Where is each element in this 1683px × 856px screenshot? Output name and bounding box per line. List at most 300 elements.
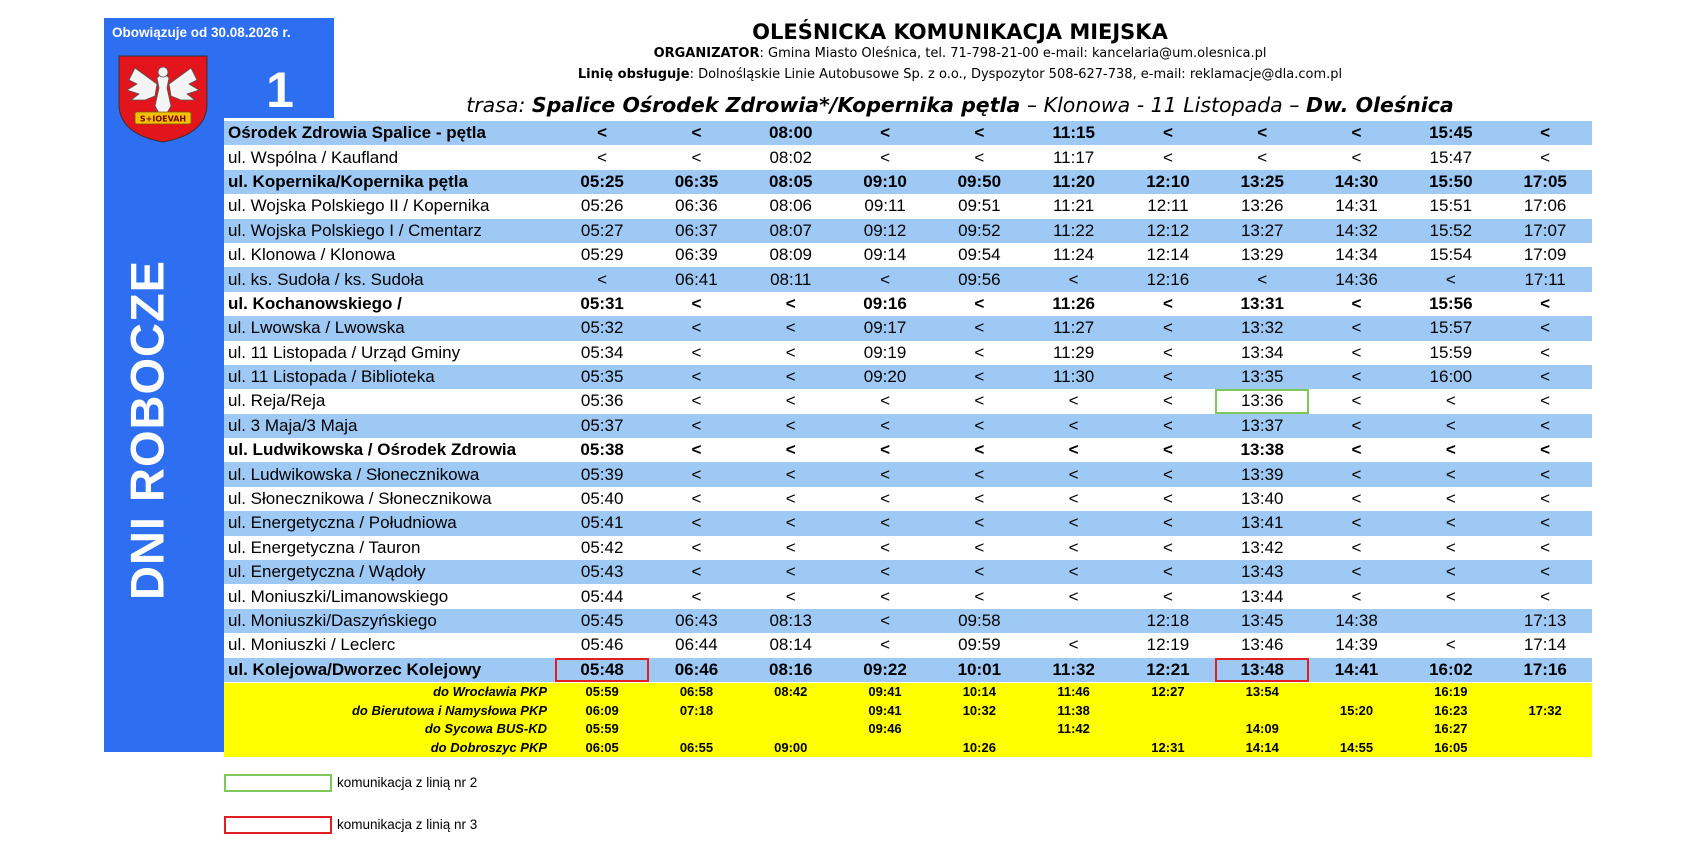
departure-time: 08:00 <box>744 121 838 145</box>
timetable-row <box>224 560 1592 584</box>
departure-time: < <box>1026 536 1120 560</box>
departure-time: 09:54 <box>932 243 1026 267</box>
departure-time: < <box>838 560 932 584</box>
stop-name: ul. Energetyczna / Południowa <box>224 511 555 535</box>
departure-time: < <box>1309 316 1403 340</box>
connection-time: 06:58 <box>679 684 714 700</box>
departure-time: 17:06 <box>1498 194 1592 218</box>
departure-time: 13:42 <box>1215 536 1309 560</box>
departure-time: < <box>1026 414 1120 438</box>
route-prefix: trasa: <box>466 93 532 117</box>
connection-time: 09:00 <box>774 739 808 755</box>
timetable-row <box>224 658 1592 682</box>
departure-time: < <box>1404 414 1498 438</box>
connection-time <box>1026 739 1120 758</box>
departure-time: < <box>1215 145 1309 169</box>
departure-time: < <box>1498 316 1592 340</box>
departure-time: < <box>649 462 743 486</box>
departure-time: < <box>932 341 1026 365</box>
timetable-row <box>224 341 1592 365</box>
route-line <box>430 93 1490 117</box>
departure-time: 15:57 <box>1404 316 1498 340</box>
departure-time: < <box>1026 438 1120 462</box>
stop-name: Ośrodek Zdrowia Spalice - pętla <box>224 121 555 145</box>
connection-time: 16:27 <box>1434 721 1468 737</box>
departure-time: < <box>1309 292 1403 316</box>
organizer-text: : Gmina Miasto Oleśnica, tel. 71-798-21-00 e-mail: kancelaria@um.olesnica.pl <box>759 46 1267 61</box>
legend-green-swatch <box>224 774 332 792</box>
stop-name: ul. Moniuszki/Daszyńskiego <box>224 609 555 633</box>
departure-time: 05:38 <box>555 438 649 462</box>
stop-name: ul. Wspólna / Kaufland <box>224 145 555 169</box>
departure-time: < <box>1309 584 1403 608</box>
departure-time: < <box>1498 121 1592 145</box>
connection-time <box>1498 683 1592 702</box>
departure-time: 08:02 <box>744 145 838 169</box>
connection-time: 10:14 <box>962 684 996 700</box>
departure-time: < <box>1121 511 1215 535</box>
timetable-row <box>224 584 1592 608</box>
legend-red-swatch <box>224 816 332 834</box>
departure-time: 17:14 <box>1498 633 1592 657</box>
departure-time: < <box>744 389 838 413</box>
departure-time: < <box>1026 584 1120 608</box>
day-type-text: DNI ROBOCZE <box>120 260 174 600</box>
connection-time: 14:14 <box>1245 739 1279 755</box>
connection-time: 09:41 <box>868 702 902 718</box>
departure-time: 17:07 <box>1498 219 1592 243</box>
legend-green-label: komunikacja z linią nr 2 <box>337 775 478 790</box>
departure-time: 09:17 <box>838 316 932 340</box>
departure-time: 05:40 <box>555 487 649 511</box>
departure-time: < <box>1404 389 1498 413</box>
connection-time: 11:38 <box>1057 702 1090 718</box>
departure-time: < <box>1026 511 1120 535</box>
departure-time: < <box>1215 267 1309 291</box>
departure-time: < <box>744 414 838 438</box>
departure-time: < <box>838 584 932 608</box>
stop-name: ul. Kolejowa/Dworzec Kolejowy <box>224 658 555 682</box>
timetable-row <box>224 267 1592 291</box>
departure-time: < <box>649 365 743 389</box>
departure-time: < <box>838 438 932 462</box>
departure-time: < <box>838 609 932 633</box>
departure-time: 09:50 <box>932 170 1026 194</box>
departure-time: < <box>1404 584 1498 608</box>
departure-time: < <box>1121 341 1215 365</box>
departure-time: 14:39 <box>1309 633 1403 657</box>
departure-time: 05:29 <box>555 243 649 267</box>
departure-time: 11:24 <box>1026 243 1120 267</box>
departure-time: 12:14 <box>1121 243 1215 267</box>
departure-time: < <box>649 414 743 438</box>
departure-time: 09:51 <box>932 194 1026 218</box>
departure-time: < <box>932 414 1026 438</box>
departure-time: < <box>744 560 838 584</box>
departure-time: < <box>838 145 932 169</box>
departure-time: 11:30 <box>1026 365 1120 389</box>
departure-time: < <box>932 462 1026 486</box>
departure-time: 11:32 <box>1026 658 1120 682</box>
departure-time: < <box>744 438 838 462</box>
connection-time: 06:55 <box>679 739 714 755</box>
departure-time: < <box>838 267 932 291</box>
departure-time: < <box>555 145 649 169</box>
connection-row <box>224 702 1592 721</box>
departure-time: 14:41 <box>1309 658 1403 682</box>
departure-time: 11:15 <box>1026 121 1120 145</box>
connection-time: 16:05 <box>1434 739 1468 755</box>
departure-time: < <box>1121 389 1215 413</box>
departure-time: 17:13 <box>1498 609 1592 633</box>
stop-name: ul. Lwowska / Lwowska <box>224 316 555 340</box>
departure-time: < <box>649 292 743 316</box>
departure-time: 12:21 <box>1121 658 1215 682</box>
stop-name: ul. 11 Listopada / Biblioteka <box>224 365 555 389</box>
departure-time: < <box>1498 462 1592 486</box>
connection-destination: do Dobroszyc PKP <box>430 739 547 755</box>
connection-time <box>1498 720 1592 739</box>
departure-time: < <box>932 560 1026 584</box>
connection-time: 06:05 <box>585 739 619 755</box>
connection-time <box>1309 720 1403 739</box>
departure-time: 05:35 <box>555 365 649 389</box>
departure-time: < <box>1498 584 1592 608</box>
connection-time <box>838 739 932 758</box>
departure-time: 05:25 <box>555 170 649 194</box>
departure-time: 06:39 <box>649 243 743 267</box>
departure-time: < <box>649 487 743 511</box>
connection-time <box>744 720 838 739</box>
departure-time: < <box>1121 536 1215 560</box>
svg-text:S+IOEVAH: S+IOEVAH <box>139 114 187 124</box>
departure-time: < <box>932 536 1026 560</box>
timetable-row <box>224 145 1592 169</box>
departure-time <box>1404 609 1498 633</box>
departure-time: 11:29 <box>1026 341 1120 365</box>
departure-time: 06:37 <box>649 219 743 243</box>
stop-name: ul. ks. Sudoła / ks. Sudoła <box>224 267 555 291</box>
stop-name: ul. Energetyczna / Wądoły <box>224 560 555 584</box>
departure-time: < <box>1026 462 1120 486</box>
departure-time: 05:37 <box>555 414 649 438</box>
departure-time: 13:36 <box>1215 389 1309 413</box>
connection-destination: do Wrocławia PKP <box>433 684 547 700</box>
departure-time: < <box>1026 487 1120 511</box>
departure-time: 05:26 <box>555 194 649 218</box>
departure-time: < <box>1026 560 1120 584</box>
stop-name: ul. Wojska Polskiego I / Cmentarz <box>224 219 555 243</box>
departure-time: < <box>1309 536 1403 560</box>
timetable-row <box>224 243 1592 267</box>
route-start: Spalice Ośrodek Zdrowia*/Kopernika pętla <box>531 93 1021 117</box>
departure-time: 06:35 <box>649 170 743 194</box>
connection-time <box>1215 702 1309 721</box>
connection-time <box>649 720 743 739</box>
departure-time: 05:34 <box>555 341 649 365</box>
departure-time: < <box>1498 145 1592 169</box>
departure-time: 16:02 <box>1404 658 1498 682</box>
departure-time: 09:19 <box>838 341 932 365</box>
connection-destination: do Bierutowa i Namysłowa PKP <box>351 702 547 718</box>
valid-from-label: Obowiązuje od 30.08.2026 r. <box>112 25 291 40</box>
departure-time: 17:16 <box>1498 658 1592 682</box>
departure-time: < <box>744 292 838 316</box>
departure-time: < <box>932 365 1026 389</box>
departure-time: < <box>932 389 1026 413</box>
connection-time: 16:19 <box>1434 684 1468 700</box>
departure-time: 15:51 <box>1404 194 1498 218</box>
departure-time: 13:40 <box>1215 487 1309 511</box>
departure-time: < <box>1404 633 1498 657</box>
departure-time: < <box>1404 511 1498 535</box>
route-middle: – Klonowa - 11 Listopada – <box>1020 93 1307 117</box>
departure-time: 13:29 <box>1215 243 1309 267</box>
departure-time: 13:43 <box>1215 560 1309 584</box>
timetable-row <box>224 365 1592 389</box>
departure-time: < <box>1498 292 1592 316</box>
departure-time: 14:31 <box>1309 194 1403 218</box>
timetable-row <box>224 219 1592 243</box>
departure-time: < <box>1026 633 1120 657</box>
timetable <box>224 121 1592 682</box>
departure-time: 14:30 <box>1309 170 1403 194</box>
departure-time: 13:44 <box>1215 584 1309 608</box>
departure-time: 13:46 <box>1215 633 1309 657</box>
timetable-row <box>224 292 1592 316</box>
timetable-row <box>224 121 1592 145</box>
page-title: OLEŚNICKA KOMUNIKACJA MIEJSKA <box>752 20 1168 44</box>
departure-time: 05:44 <box>555 584 649 608</box>
departure-time: < <box>1309 341 1403 365</box>
departure-time: < <box>932 584 1026 608</box>
stop-name: ul. Wojska Polskiego II / Kopernika <box>224 194 555 218</box>
departure-time: < <box>1498 389 1592 413</box>
stop-name: ul. Ludwikowska / Słonecznikowa <box>224 462 555 486</box>
departure-time: < <box>1309 414 1403 438</box>
departure-time: 09:10 <box>838 170 932 194</box>
departure-time: 15:52 <box>1404 219 1498 243</box>
timetable-row <box>224 487 1592 511</box>
connection-time: 10:26 <box>962 739 996 755</box>
departure-time: < <box>1026 267 1120 291</box>
connection-time: 11:42 <box>1057 721 1090 737</box>
departure-time: < <box>1498 487 1592 511</box>
departure-time: < <box>1498 560 1592 584</box>
departure-time: < <box>1404 462 1498 486</box>
departure-time: < <box>649 341 743 365</box>
departure-time: 06:36 <box>649 194 743 218</box>
departure-time: 12:19 <box>1121 633 1215 657</box>
departure-time: < <box>744 462 838 486</box>
departure-time: 12:16 <box>1121 267 1215 291</box>
departure-time: 09:58 <box>932 609 1026 633</box>
departure-time: < <box>744 536 838 560</box>
timetable-row <box>224 170 1592 194</box>
departure-time: 08:11 <box>744 267 838 291</box>
departure-time: < <box>649 584 743 608</box>
departure-time: 17:05 <box>1498 170 1592 194</box>
departure-time: < <box>649 389 743 413</box>
stop-name: ul. Moniuszki / Leclerc <box>224 633 555 657</box>
departure-time: < <box>744 487 838 511</box>
departure-time: < <box>932 316 1026 340</box>
departure-time: < <box>649 536 743 560</box>
departure-time: 13:34 <box>1215 341 1309 365</box>
departure-time: < <box>1215 121 1309 145</box>
stop-name: ul. Kopernika/Kopernika pętla <box>224 170 555 194</box>
departure-time: 08:16 <box>744 658 838 682</box>
connection-time: 16:23 <box>1434 702 1468 718</box>
departure-time: 08:06 <box>744 194 838 218</box>
departure-time: < <box>1026 389 1120 413</box>
connection-time: 05:59 <box>585 684 619 700</box>
day-type-label <box>112 240 182 620</box>
stop-name: ul. Reja/Reja <box>224 389 555 413</box>
connection-time: 17:32 <box>1528 702 1562 718</box>
departure-time: 05:32 <box>555 316 649 340</box>
departure-time: < <box>1404 487 1498 511</box>
departure-time: 15:47 <box>1404 145 1498 169</box>
departure-time: < <box>1309 145 1403 169</box>
departure-time: < <box>1121 487 1215 511</box>
connection-row <box>224 683 1592 702</box>
connection-time: 12:27 <box>1151 684 1185 700</box>
departure-time: < <box>744 341 838 365</box>
departure-time: < <box>1121 584 1215 608</box>
departure-time: 13:38 <box>1215 438 1309 462</box>
departure-time: < <box>932 511 1026 535</box>
departure-time: < <box>1309 487 1403 511</box>
departure-time: < <box>1121 560 1215 584</box>
departure-time: < <box>1404 267 1498 291</box>
departure-time: 15:45 <box>1404 121 1498 145</box>
departure-time: < <box>744 511 838 535</box>
departure-time: 09:52 <box>932 219 1026 243</box>
departure-time: 12:10 <box>1121 170 1215 194</box>
departure-time: 14:32 <box>1309 219 1403 243</box>
connection-time: 07:18 <box>679 702 714 718</box>
departure-time: 09:22 <box>838 658 932 682</box>
organizer-label: ORGANIZATOR <box>653 46 760 61</box>
departure-time: 10:01 <box>932 658 1026 682</box>
departure-time: 09:14 <box>838 243 932 267</box>
operator-label: Linię obsługuje <box>577 67 690 82</box>
departure-time: 17:09 <box>1498 243 1592 267</box>
departure-time: 11:20 <box>1026 170 1120 194</box>
connection-destination: do Sycowa BUS-KD <box>424 721 547 737</box>
departure-time: < <box>649 145 743 169</box>
departure-time: 13:37 <box>1215 414 1309 438</box>
departure-time: 15:54 <box>1404 243 1498 267</box>
departure-time: 05:27 <box>555 219 649 243</box>
stop-name: ul. Kochanowskiego / <box>224 292 555 316</box>
timetable-row <box>224 194 1592 218</box>
departure-time: < <box>1498 511 1592 535</box>
departure-time: < <box>555 121 649 145</box>
timetable-row <box>224 609 1592 633</box>
departure-time <box>1026 609 1120 633</box>
departure-time: 15:50 <box>1404 170 1498 194</box>
departure-time: 12:12 <box>1121 219 1215 243</box>
departure-time: 05:41 <box>555 511 649 535</box>
departure-time: 05:43 <box>555 560 649 584</box>
connection-time: 14:55 <box>1339 739 1374 755</box>
departure-time: 13:48 <box>1215 658 1309 682</box>
operator-text: : Dolnośląskie Linie Autobusowe Sp. z o.o., Dyspozytor 508-627-738, e-mail: reklamacje@dla.com.pl <box>689 67 1343 82</box>
connection-time <box>744 702 838 721</box>
departure-time: < <box>1309 560 1403 584</box>
stop-name: ul. Klonowa / Klonowa <box>224 243 555 267</box>
timetable-row <box>224 462 1592 486</box>
departure-time: < <box>1121 292 1215 316</box>
connection-time: 13:54 <box>1245 684 1279 700</box>
departure-time: < <box>744 365 838 389</box>
departure-time: < <box>1121 365 1215 389</box>
departure-time: 11:17 <box>1026 145 1120 169</box>
departure-time: 13:31 <box>1215 292 1309 316</box>
departure-time: < <box>1309 438 1403 462</box>
departure-time: < <box>1404 438 1498 462</box>
connection-time <box>932 720 1026 739</box>
departure-time: 05:48 <box>555 658 649 682</box>
line-number: 1 <box>266 62 294 118</box>
departure-time: 08:07 <box>744 219 838 243</box>
connection-time: 12:31 <box>1151 739 1185 755</box>
departure-time: 13:35 <box>1215 365 1309 389</box>
departure-time: < <box>1121 414 1215 438</box>
departure-time: 14:38 <box>1309 609 1403 633</box>
departure-time: 16:00 <box>1404 365 1498 389</box>
departure-time: 13:39 <box>1215 462 1309 486</box>
stop-name: ul. Energetyczna / Tauron <box>224 536 555 560</box>
departure-time: 13:27 <box>1215 219 1309 243</box>
stop-name: ul. 11 Listopada / Urząd Gminy <box>224 341 555 365</box>
connection-time <box>1121 702 1215 721</box>
departure-time: 12:11 <box>1121 194 1215 218</box>
departure-time: < <box>838 536 932 560</box>
departure-time: 08:14 <box>744 633 838 657</box>
departure-time: < <box>1309 365 1403 389</box>
connection-time: 09:46 <box>868 721 902 737</box>
connection-time <box>1498 739 1592 758</box>
departure-time: 09:12 <box>838 219 932 243</box>
departure-time: 13:26 <box>1215 194 1309 218</box>
departure-time: 06:41 <box>649 267 743 291</box>
timetable-row <box>224 511 1592 535</box>
stop-name: ul. Moniuszki/Limanowskiego <box>224 584 555 608</box>
departure-time: < <box>1404 536 1498 560</box>
operator-line <box>430 67 1490 82</box>
departure-time: < <box>555 267 649 291</box>
departure-time: 15:59 <box>1404 341 1498 365</box>
connection-time: 08:42 <box>774 684 808 700</box>
departure-time: 09:20 <box>838 365 932 389</box>
departure-time: 06:43 <box>649 609 743 633</box>
connections-table <box>224 683 1592 757</box>
departure-time: < <box>1404 560 1498 584</box>
departure-time: < <box>744 316 838 340</box>
departure-time: 09:59 <box>932 633 1026 657</box>
stop-name: ul. 3 Maja/3 Maja <box>224 414 555 438</box>
departure-time: 11:21 <box>1026 194 1120 218</box>
connection-time: 05:59 <box>585 721 619 737</box>
departure-time: < <box>744 584 838 608</box>
legend-red-label: komunikacja z linią nr 3 <box>337 817 478 832</box>
departure-time: < <box>649 121 743 145</box>
departure-time: < <box>932 292 1026 316</box>
departure-time: < <box>649 511 743 535</box>
